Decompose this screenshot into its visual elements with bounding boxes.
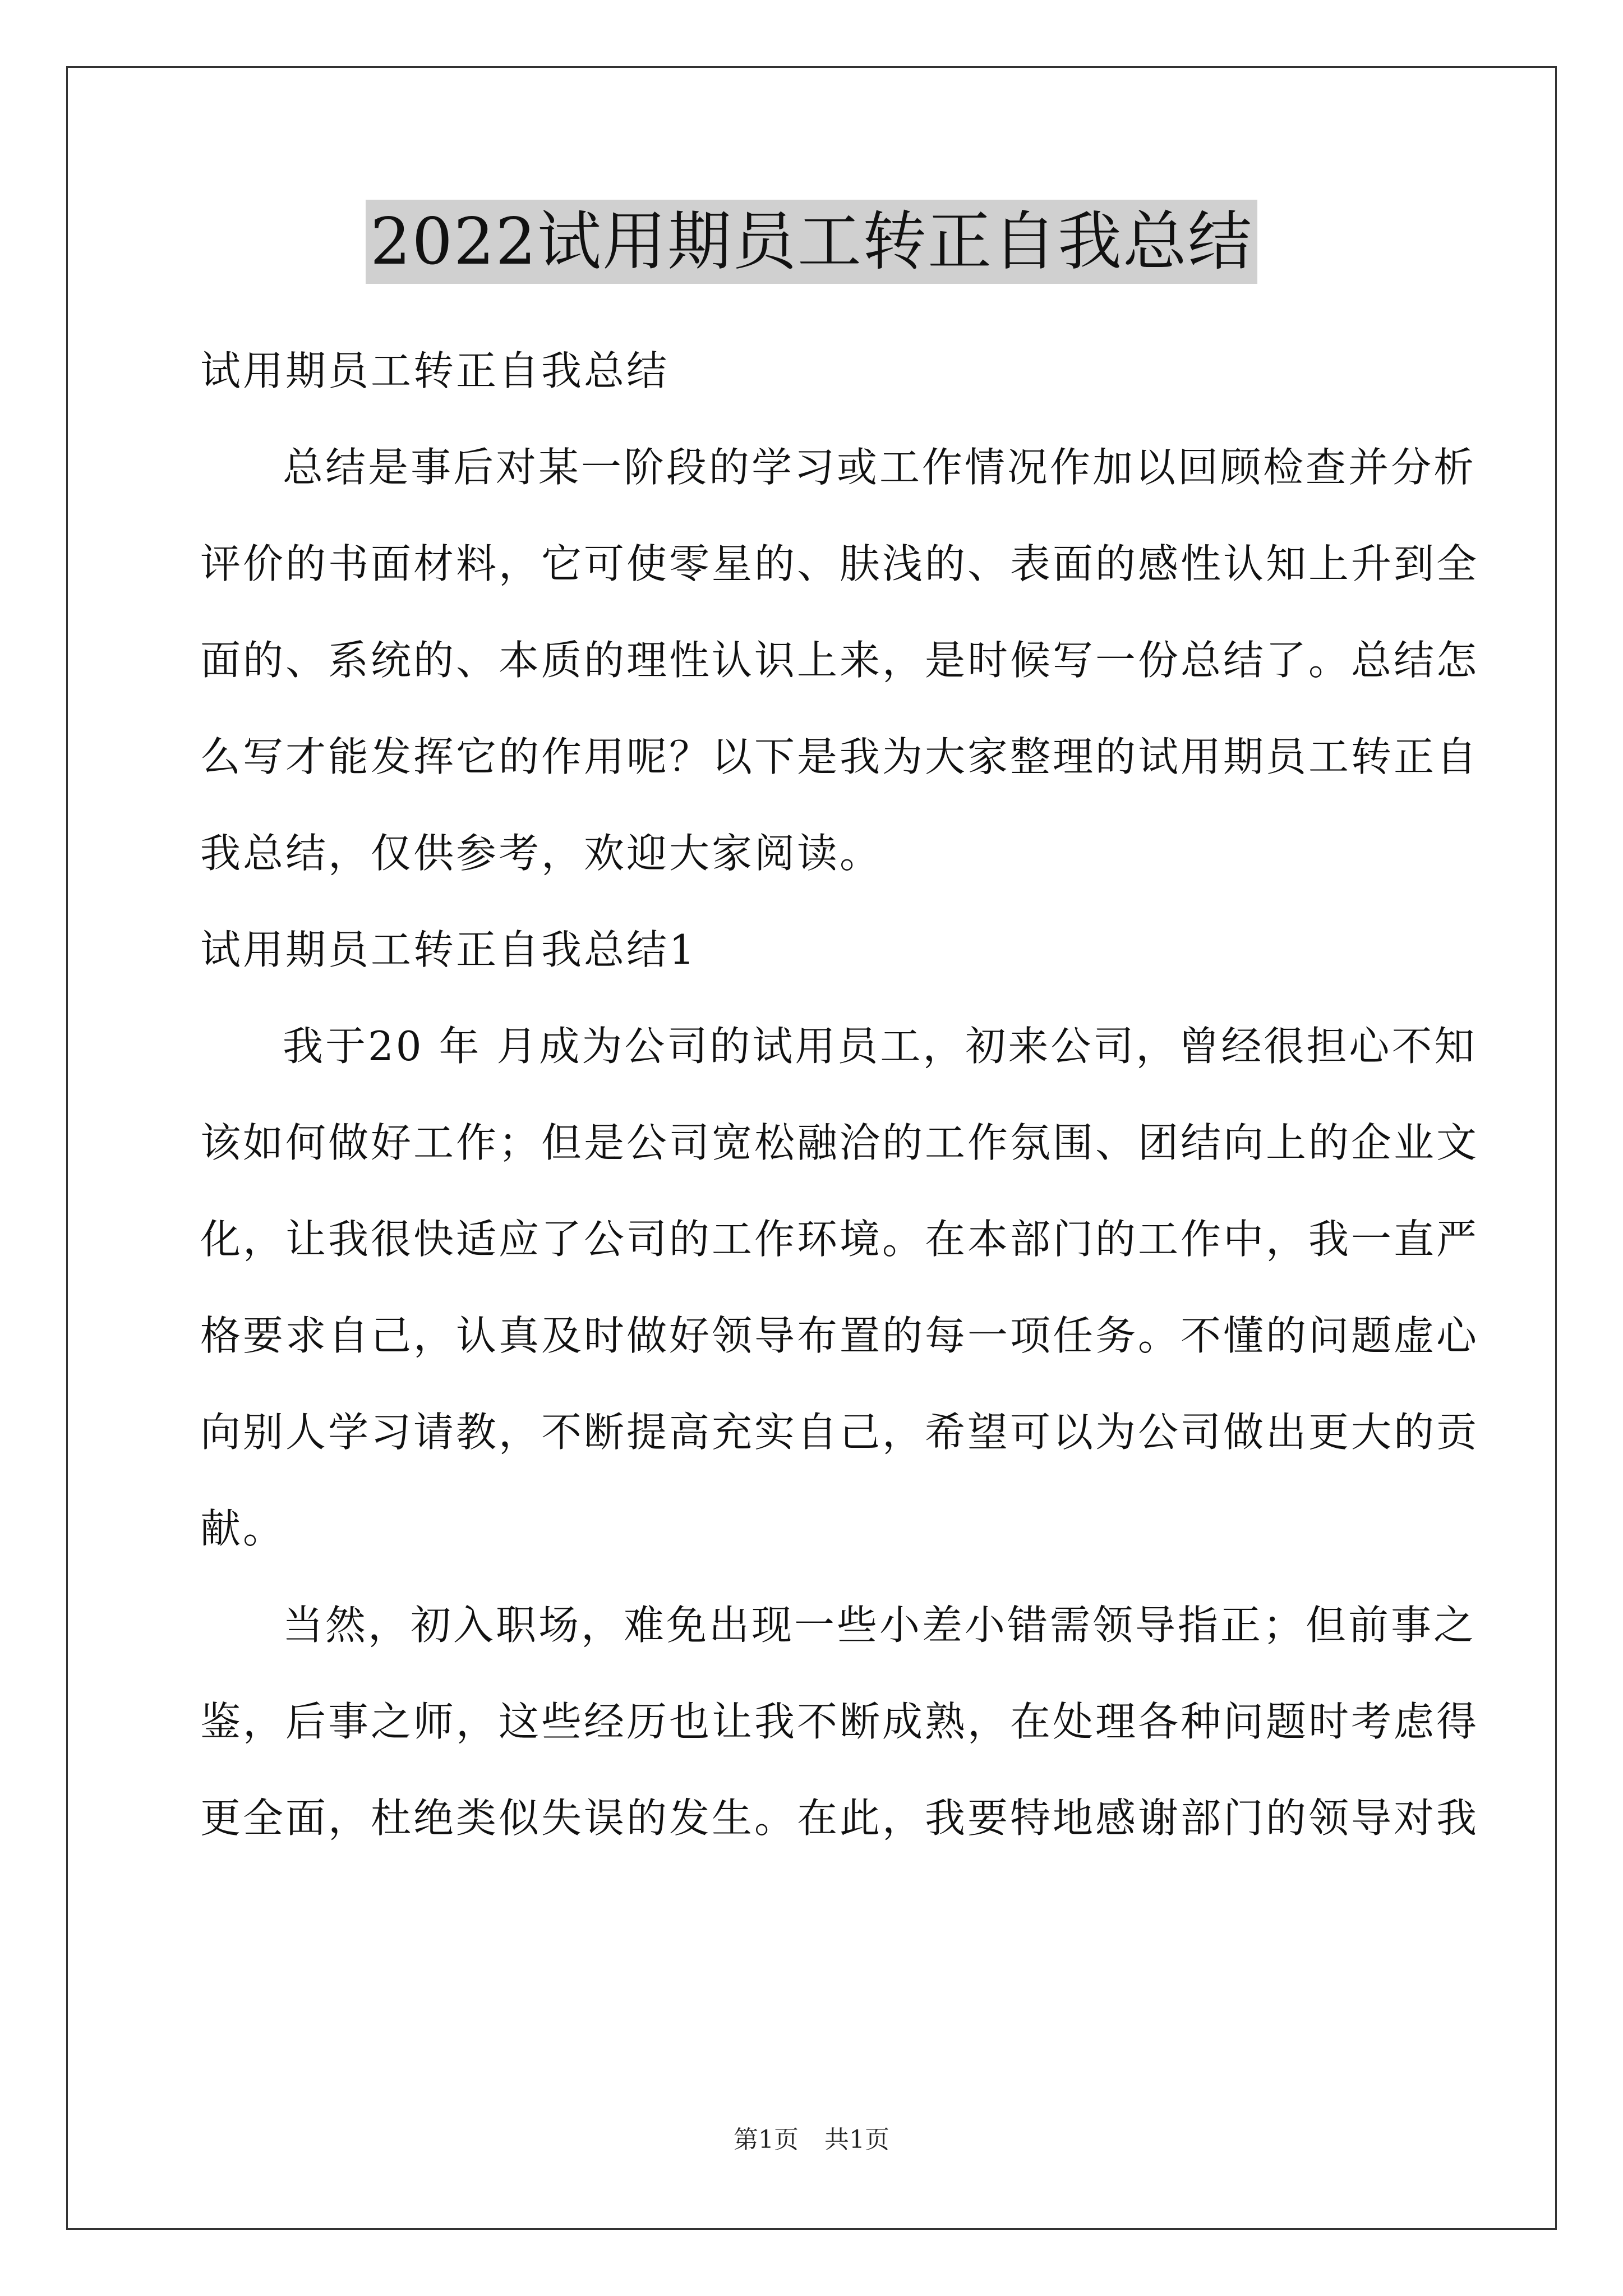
paragraph-line: 更全面，杜绝类似失误的发生。在此，我要特地感谢部门的领导对我 (200, 1795, 1479, 1842)
title-container (0, 200, 1623, 284)
paragraph-line: 格要求自己，认真及时做好领导布置的每一项任务。不懂的问题虚心 (200, 1312, 1479, 1359)
paragraph-line: 么写才能发挥它的作用呢？以下是我为大家整理的试用期员工转正自 (200, 733, 1479, 780)
paragraph-line: 当然，初入职场，难免出现一些小差小错需领导指正；但前事之 (283, 1602, 1477, 1649)
section-heading: 试用期员工转正自我总结 (200, 347, 670, 394)
paragraph-line: 我总结，仅供参考，欢迎大家阅读。 (200, 830, 883, 877)
paragraph-line: 鉴，后事之师，这些经历也让我不断成熟，在处理各种问题时考虑得 (200, 1698, 1479, 1745)
paragraph-line: 我于20 年 月成为公司的试用员工，初来公司，曾经很担心不知 (283, 1023, 1477, 1070)
paragraph-line: 向别人学习请教，不断提高充实自己，希望可以为公司做出更大的贡 (200, 1409, 1479, 1456)
paragraph-line: 评价的书面材料，它可使零星的、肤浅的、表面的感性认知上升到全 (200, 540, 1479, 587)
document-title: 2022试用期员工转正自我总结 (366, 200, 1257, 284)
document-body (200, 323, 1479, 1866)
section-heading: 试用期员工转正自我总结1 (200, 926, 697, 973)
page-footer (0, 2123, 1623, 2157)
page-number: 第1页 (734, 2125, 799, 2154)
paragraph-line: 面的、系统的、本质的理性认识上来，是时候写一份总结了。总结怎 (200, 637, 1479, 684)
paragraph-line: 化，让我很快适应了公司的工作环境。在本部门的工作中，我一直严 (200, 1216, 1479, 1263)
paragraph-line: 总结是事后对某一阶段的学习或工作情况作加以回顾检查并分析 (283, 444, 1477, 491)
paragraph-line: 该如何做好工作；但是公司宽松融洽的工作氛围、团结向上的企业文 (200, 1119, 1479, 1166)
page-total: 共1页 (824, 2125, 889, 2154)
paragraph-line: 献。 (200, 1505, 286, 1552)
